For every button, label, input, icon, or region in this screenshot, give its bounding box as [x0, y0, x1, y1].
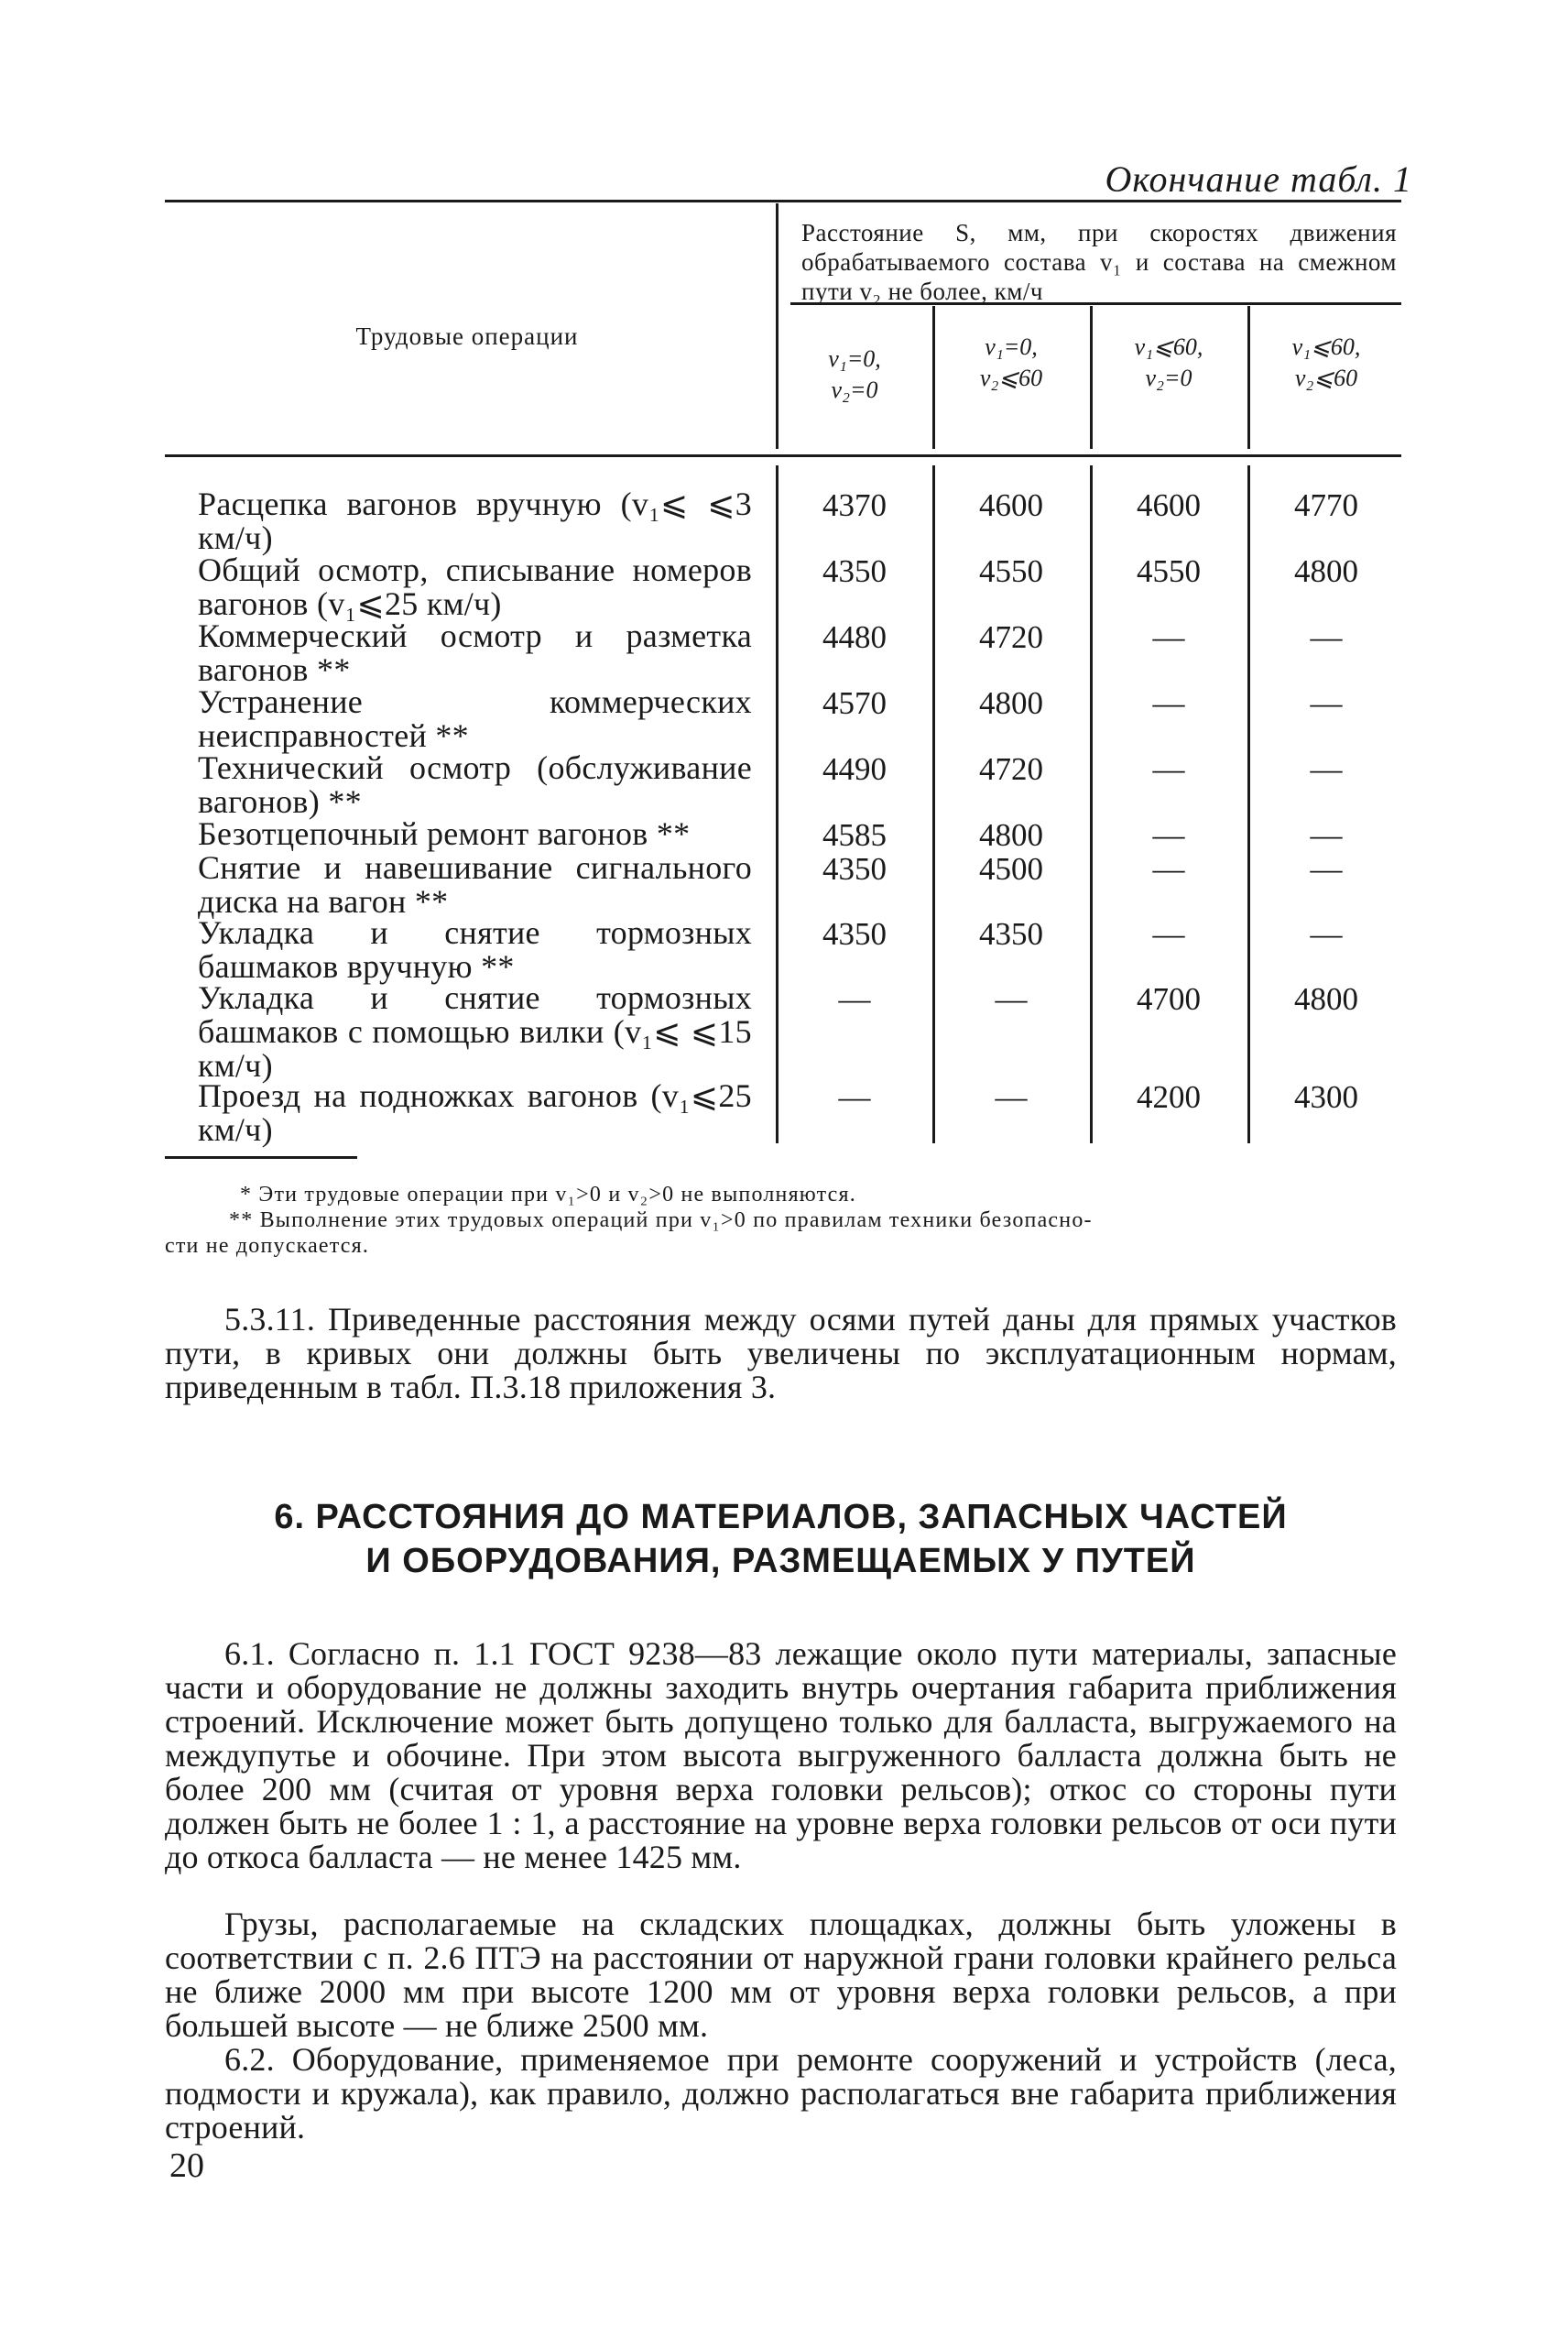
paragraph-5-3-11 — [165, 1303, 1397, 1404]
table-cell: 4490 — [822, 751, 887, 787]
header-distance: Расстояние S, мм, при скоростях движения обрабатываемого состава v₁ и состава на смежном пути v₂ не более, км/ч — [801, 219, 1397, 305]
footnote-1: * Эти трудовые операции при v₁>0 и v₂>0 не выполняются. — [240, 1183, 856, 1207]
table-cell: 4350 — [822, 916, 887, 952]
subheader-line: v₁⩽60, — [1291, 333, 1361, 360]
table-caption: Окончание табл. 1 — [1105, 158, 1412, 200]
paragraph-6-2 — [165, 2043, 1397, 2145]
heading-line: И ОБОРУДОВАНИЯ, РАЗМЕЩАЕМЫХ У ПУТЕЙ — [365, 1542, 1196, 1580]
table-cell: 4800 — [979, 817, 1043, 853]
page-number: 20 — [169, 2146, 204, 2185]
paragraph-text: Грузы, располагаемые на складских площадках, должны быть уложены в соответствии с п. 2.6 ПТЭ на расстоянии от наружной грани головки крайнего рельса не ближе 2000 мм при высоте 1200 мм от уровня верха головки рельсов, а при большей высоте — не ближе 2500 мм. — [165, 1906, 1397, 2044]
table-cell: 4600 — [1137, 487, 1201, 523]
table-cell: — — [1310, 685, 1343, 721]
subheader-col2 — [938, 332, 1084, 394]
table-cell: 4550 — [979, 553, 1043, 589]
table-row-operation: Общий осмотр, списывание номеров вагонов (v₁⩽25 км/ч) — [198, 551, 752, 622]
paragraph-text: 6.2. Оборудование, применяемое при ремонте сооружений и устройств (леса, подмости и кружала), как правило, должно располагаться вне габарита приближения строений. — [165, 2041, 1397, 2146]
table-row-operation: Коммерческий осмотр и разметка вагонов ** — [198, 617, 752, 688]
subheader-col4 — [1253, 332, 1399, 394]
footnote-2-line2: сти не допускается. — [165, 1234, 370, 1258]
table-row-operation: Расцепка вагонов вручную (v₁⩽ ⩽3 км/ч) — [198, 486, 752, 556]
heading-line: 6. РАССТОЯНИЯ ДО МАТЕРИАЛОВ, ЗАПАСНЫХ ЧАСТЕЙ — [274, 1498, 1288, 1536]
table-row-operation: Снятие и навешивание сигнального диска на вагон ** — [198, 849, 752, 920]
table-divider — [932, 465, 935, 1143]
paragraph-6-1 — [165, 1637, 1397, 1874]
table-cell: — — [1310, 751, 1343, 787]
table-divider — [1247, 465, 1250, 1143]
table-cell: — — [1152, 685, 1185, 721]
table-cell: — — [1152, 751, 1185, 787]
table-cell: — — [1152, 619, 1185, 655]
table-row-operation: Технический осмотр (обслуживание вагонов) ** — [198, 749, 752, 820]
table-cell: — — [1152, 851, 1185, 887]
table-cell: 4480 — [822, 619, 887, 655]
table-cell: 4800 — [1294, 981, 1358, 1017]
table-top-rule — [165, 200, 1401, 202]
table-cell: 4800 — [1294, 553, 1358, 589]
table-bottom-rule — [165, 1156, 357, 1159]
subheader-line: v₂⩽60 — [979, 365, 1043, 391]
footnote-2-line1: ** Выполнение этих трудовых операций при v₁>0 по правилам техники безопасно- — [229, 1208, 1093, 1232]
table-row-operation: Безотцепочный ремонт вагонов ** — [198, 815, 691, 852]
table-cell: — — [1310, 916, 1343, 952]
table-row-operation: Устранение коммерческих неисправностей ** — [198, 683, 752, 754]
table-cell: — — [1310, 851, 1343, 887]
table-row-operation: Укладка и снятие тормозных башмаков с помощью вилки (v₁⩽ ⩽15 км/ч) — [198, 979, 752, 1084]
paragraph-text: 5.3.11. Приведенные расстояния между осями путей даны для прямых участков пути, в кривых они должны быть увеличены по эксплуатационным нормам, приведенным в табл. П.3.18 приложения 3. — [165, 1301, 1397, 1405]
subheader-line: v₂⩽60 — [1294, 365, 1358, 391]
table-divider — [776, 465, 779, 1143]
table-cell: — — [838, 981, 871, 1017]
table-cell: — — [838, 1079, 871, 1115]
header-bottom-rule — [165, 454, 1401, 457]
subheader-line: v₂=0 — [1145, 365, 1192, 391]
table-divider — [1247, 306, 1250, 449]
table-cell: 4770 — [1294, 487, 1358, 523]
header-operations: Трудовые операции — [355, 322, 579, 350]
table-cell: — — [1310, 619, 1343, 655]
table-cell: 4350 — [822, 553, 887, 589]
table-cell: 4600 — [979, 487, 1043, 523]
table-cell: 4700 — [1137, 981, 1201, 1017]
table-cell: — — [995, 981, 1028, 1017]
table-row-operation: Укладка и снятие тормозных башмаков вручную ** — [198, 914, 752, 985]
table-cell: 4350 — [979, 916, 1043, 952]
table-cell: 4370 — [822, 487, 887, 523]
table-cell: — — [1310, 817, 1343, 853]
table-cell: 4800 — [979, 685, 1043, 721]
table-divider — [1090, 465, 1093, 1143]
table-row-operation: Проезд на подножках вагонов (v₁⩽25 км/ч) — [198, 1077, 752, 1148]
subheader-line: v₁=0, — [828, 345, 881, 372]
table-divider — [776, 203, 779, 449]
table-cell: 4500 — [979, 851, 1043, 887]
table-cell: 4720 — [979, 751, 1043, 787]
table-cell: 4720 — [979, 619, 1043, 655]
paragraph-text: 6.1. Согласно п. 1.1 ГОСТ 9238—83 лежащие около пути материалы, запасные части и оборудование не должны заходить внутрь очертания габарита приближения строений. Исключение может быть допущено только для балласта, выгружаемого на междупутье и обочине. При этом высота выгруженного балласта должна быть не более 200 мм (считая от уровня верха головки рельсов); откос со стороны пути должен быть не более 1 : 1, а расстояние на уровне верха головки рельсов от оси пути до откоса балласта — не менее 1425 мм. — [165, 1635, 1397, 1875]
table-cell: — — [1152, 916, 1185, 952]
table-cell: 4570 — [822, 685, 887, 721]
section-heading — [165, 1495, 1397, 1583]
table-cell: 4585 — [822, 817, 887, 853]
paragraph-cargo — [165, 1907, 1397, 2043]
table-cell: 4300 — [1294, 1079, 1358, 1115]
table-cell: 4550 — [1137, 553, 1201, 589]
table-cell: — — [1152, 817, 1185, 853]
subheader-col3 — [1095, 332, 1242, 394]
subheader-line: v₂=0 — [831, 377, 878, 403]
table-cell: 4350 — [822, 851, 887, 887]
table-divider — [932, 306, 935, 449]
table-cell: 4200 — [1137, 1079, 1201, 1115]
table-divider — [1090, 306, 1093, 449]
table-cell: — — [995, 1079, 1028, 1115]
subheader-col1 — [781, 344, 928, 406]
subheader-line: v₁=0, — [985, 333, 1038, 360]
subheader-line: v₁⩽60, — [1134, 333, 1203, 360]
